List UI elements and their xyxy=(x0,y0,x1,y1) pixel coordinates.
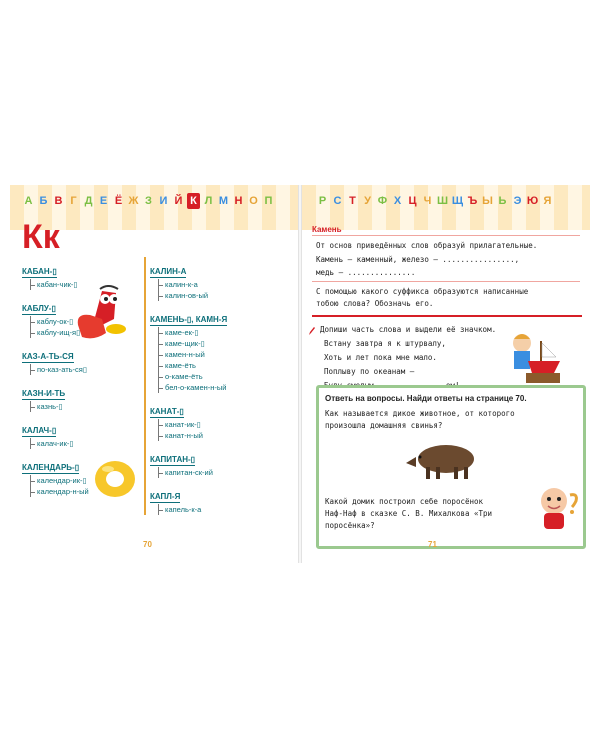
alphabet-letter: Ю xyxy=(526,195,539,207)
section-separator xyxy=(312,315,582,317)
derived-word: калин-к-а xyxy=(158,279,250,290)
derived-word: камен-н-ый xyxy=(158,349,250,360)
word-family-group xyxy=(150,449,250,478)
sock-character-illustration xyxy=(72,285,130,343)
derived-word: каме-ёть xyxy=(158,360,250,371)
task1-line1: Камень — каменный, железо — ................, xyxy=(316,255,520,264)
boy-with-ship-illustration xyxy=(506,329,564,389)
alphabet-letter: Ё xyxy=(114,195,123,207)
root-word: КАПИТАН-▯ xyxy=(150,455,196,464)
root-word: КАБАН-▯ xyxy=(22,267,57,276)
page-number-left: 70 xyxy=(143,540,152,549)
section-label: Камень xyxy=(312,225,342,234)
alphabet-letter: Я xyxy=(543,195,552,207)
alphabet-letter: Ж xyxy=(128,195,139,207)
task2-line1: С помощью какого суффикса образуются написанные xyxy=(316,287,529,296)
left-page xyxy=(10,185,298,563)
task3-text: Допиши часть слова и выдели её значком. xyxy=(320,325,497,334)
divider-line xyxy=(312,281,580,282)
derived-word: каме-ек-▯ xyxy=(158,327,250,338)
derived-word: калач-ик-▯ xyxy=(30,438,138,449)
alphabet-letter: Ш xyxy=(436,195,449,207)
alphabet-letter: Д xyxy=(84,195,93,207)
pencil-icon xyxy=(308,326,316,336)
book-spread xyxy=(10,185,590,563)
derived-word: калин-ов-ый xyxy=(158,290,250,301)
alphabet-letter: Ф xyxy=(377,195,388,207)
root-word: КАЛАЧ-▯ xyxy=(22,426,57,435)
task2-line2: тобою слова? Обозначь его. xyxy=(316,299,434,308)
alphabet-letter: Ы xyxy=(482,195,493,207)
right-page xyxy=(302,185,590,563)
derived-word: капель-к-а xyxy=(158,504,250,515)
alphabet-letter: У xyxy=(364,195,371,207)
alphabet-letter: В xyxy=(54,195,63,207)
derived-word: бел-о-камен-н-ый xyxy=(158,382,250,393)
word-family-group xyxy=(150,261,250,301)
column-divider xyxy=(144,257,146,515)
derived-word: казнь-▯ xyxy=(30,401,138,412)
question-2-line-1: Какой домик построил себе поросёнок xyxy=(325,497,484,506)
word-family-group xyxy=(150,309,250,393)
section-underline xyxy=(312,235,580,236)
question-2-line-2: Наф-Наф в сказке С. В. Михалкова «Три xyxy=(325,509,493,518)
root-word: КАНАТ-▯ xyxy=(150,407,184,416)
poem-line-3: Поплыву по океанам — xyxy=(324,367,415,376)
derived-word: каме-щик-▯ xyxy=(158,338,250,349)
word-column-2 xyxy=(150,261,250,523)
alphabet-strip-right xyxy=(316,193,554,209)
kalach-bread-illustration xyxy=(92,457,138,501)
derived-word: каблу-ищ-я▯ xyxy=(30,327,138,338)
big-letter-heading: Кк xyxy=(22,218,60,256)
question-2-line-3: поросёнка»? xyxy=(325,521,375,530)
word-family-group xyxy=(22,420,138,449)
alphabet-letter: Э xyxy=(513,195,522,207)
alphabet-letter: Л xyxy=(204,195,213,207)
task1-line2: медь — ............... xyxy=(316,268,416,277)
derived-word: календар-н-ый xyxy=(30,486,138,497)
word-family-group xyxy=(150,401,250,441)
derived-word: капитан-ск-ий xyxy=(158,467,250,478)
alphabet-letter: Т xyxy=(349,195,356,207)
alphabet-letter: О xyxy=(249,195,258,207)
root-word: КАПЛ-Я xyxy=(150,492,181,501)
wild-boar-illustration xyxy=(402,439,482,483)
alphabet-letter: Х xyxy=(393,195,402,207)
alphabet-letter: Ц xyxy=(408,195,417,207)
alphabet-letter: К xyxy=(187,193,200,209)
derived-word: кабан-чик-▯ xyxy=(30,279,138,290)
alphabet-letter: З xyxy=(145,195,152,207)
poem-line-1: Встану завтра я к штурвалу, xyxy=(324,339,446,348)
alphabet-letter: Ч xyxy=(423,195,432,207)
alphabet-letter: Е xyxy=(99,195,108,207)
alphabet-letter: Н xyxy=(234,195,243,207)
alphabet-letter: Б xyxy=(39,195,48,207)
alphabet-letter: Р xyxy=(318,195,327,207)
derived-word: по-каз-ать-ся▯ xyxy=(30,364,138,375)
task1-text: От основ приведённых слов образуй прилагательные. xyxy=(316,241,538,250)
derived-word: канат-ик-▯ xyxy=(158,419,250,430)
root-word: КАЗН-И-ТЬ xyxy=(22,389,66,398)
alphabet-letter: И xyxy=(159,195,168,207)
alphabet-letter: П xyxy=(264,195,273,207)
root-word: КАЗ-А-ТЬ-СЯ xyxy=(22,352,74,361)
alphabet-letter: М xyxy=(218,195,229,207)
root-word: КАЛЕНДАРЬ-▯ xyxy=(22,463,80,472)
alphabet-letter: Г xyxy=(70,195,77,207)
root-word: КАБЛУ-▯ xyxy=(22,304,56,313)
derived-word: каблу-ок-▯ xyxy=(30,316,138,327)
derived-word: канат-н-ый xyxy=(158,430,250,441)
alphabet-letter: Щ xyxy=(451,195,464,207)
root-word: КАМЕНЬ-▯, КАМН-Я xyxy=(150,315,228,324)
alphabet-letter: А xyxy=(24,195,33,207)
alphabet-letter: Ъ xyxy=(467,195,478,207)
derived-word: календар-ик-▯ xyxy=(30,475,138,486)
question-1-line-2: произошла домашняя свинья? xyxy=(325,421,443,430)
poem-line-2: Хоть и лет пока мне мало. xyxy=(324,353,437,362)
root-word: КАЛИН-А xyxy=(150,267,187,276)
alphabet-letter: Й xyxy=(174,195,183,207)
baby-character-illustration xyxy=(534,485,582,537)
question-1-line-1: Как называется дикое животное, от которого xyxy=(325,409,515,418)
word-family-group xyxy=(150,486,250,515)
alphabet-strip-left xyxy=(22,193,275,209)
word-family-group xyxy=(22,346,138,375)
alphabet-letter: Ь xyxy=(498,195,507,207)
questions-box-title: Ответь на вопросы. Найди ответы на странице 70. xyxy=(325,394,527,403)
word-family-group xyxy=(22,383,138,412)
derived-word: о-каме-ёть xyxy=(158,371,250,382)
page-number-right: 71 xyxy=(428,540,437,549)
alphabet-letter: С xyxy=(333,195,342,207)
